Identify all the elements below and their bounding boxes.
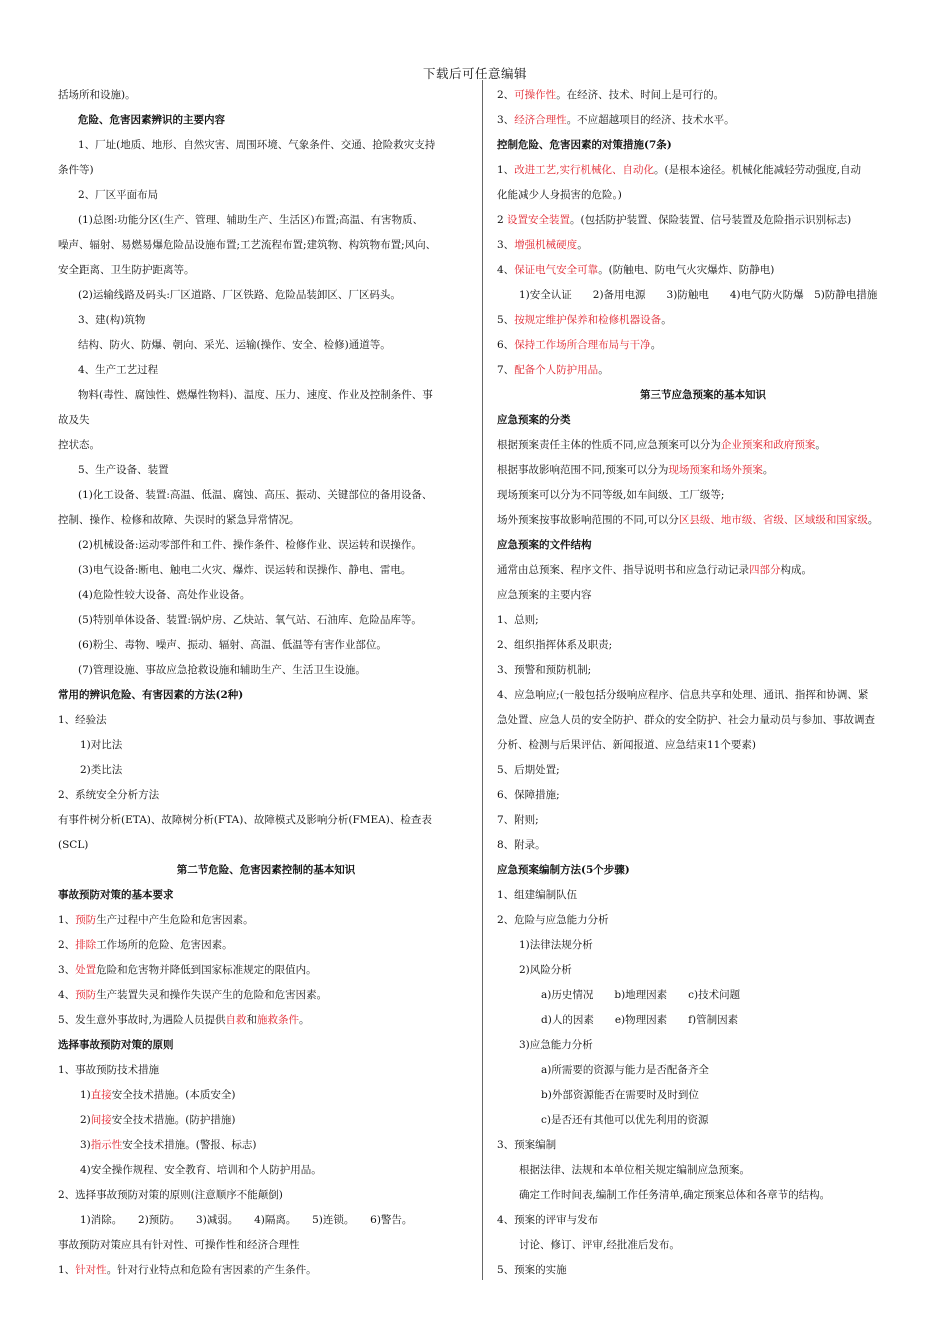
- highlighted-term: 处置: [75, 964, 97, 976]
- highlighted-term: 指示性: [90, 1139, 123, 1151]
- right-line: d)人的因素 e)物理因素 f)管制因素: [541, 1014, 739, 1026]
- right-line: 3、预案编制: [497, 1139, 557, 1151]
- left-line: (7)管理设施、事故应急抢救设施和辅助生产、生活卫生设施。: [78, 664, 366, 676]
- text-run: 3、: [497, 239, 515, 251]
- left-line: (2)机械设备:运动零部件和工件、操作条件、检修作业、误运转和误操作。: [78, 539, 422, 551]
- text-run: 。: [815, 439, 826, 451]
- right-line: [497, 333, 909, 358]
- text-run: 。: [650, 339, 662, 351]
- right-line: [497, 158, 909, 183]
- right-line: [497, 508, 909, 533]
- highlighted-term: 四部分: [749, 564, 781, 576]
- left-line: (2)运输线路及码头:厂区道路、厂区铁路、危险品装卸区、厂区码头。: [78, 289, 401, 301]
- highlighted-term: 设置安全装置: [507, 214, 571, 226]
- highlighted-term: 直接: [90, 1089, 112, 1101]
- right-line: b)外部资源能否在需要时及时到位: [541, 1089, 699, 1101]
- text-run: 1、: [58, 1264, 76, 1276]
- right-line: 2、组织指挥体系及职责;: [497, 639, 613, 651]
- right-line: [497, 458, 909, 483]
- highlighted-term: 增强机械硬度: [514, 239, 578, 251]
- text-run: 和: [246, 1014, 258, 1026]
- right-line: 1)安全认证 2)备用电源 3)防触电 4)电气防火防爆 5)防静电措施: [519, 289, 878, 301]
- right-heading: 控制危险、危害因素的对策措施(7条): [497, 139, 672, 151]
- right-line: 应急预案的主要内容: [497, 589, 592, 601]
- right-line: 1、组建编制队伍: [497, 889, 578, 901]
- right-line: 分析、检测与后果评估、新闻报道、应急结束11个要素): [497, 739, 756, 751]
- text-run: 2、: [58, 939, 76, 951]
- highlighted-term: 保持工作场所合理布局与干净: [514, 339, 651, 351]
- left-heading: 常用的辨识危险、有害因素的方法(2种): [58, 689, 244, 701]
- left-heading: 第二节危险、危害因素控制的基本知识: [176, 864, 356, 876]
- right-line: 6、保障措施;: [497, 789, 560, 801]
- highlighted-term: 预防: [75, 914, 97, 926]
- left-line: 控制、操作、检修和故障、失误时的紧急异常情况。: [58, 514, 300, 526]
- left-line: [58, 1133, 474, 1158]
- text-run: 1、: [58, 914, 76, 926]
- text-run: 生产过程中产生危险和危害因素。: [96, 914, 254, 926]
- left-line: 2、选择事故预防对策的原则(注意顺序不能颠倒): [58, 1189, 283, 1201]
- left-line: 2、系统安全分析方法: [58, 789, 160, 801]
- text-run: 7、: [497, 364, 515, 376]
- left-line: (3)电气设备:断电、触电二火灾、爆炸、误运转和误操作、静电、雷电。: [78, 564, 412, 576]
- text-run: 。: [661, 314, 672, 326]
- text-run: 生产装置失灵和操作失误产生的危险和危害因素。: [96, 989, 328, 1001]
- highlighted-term: 可操作性: [514, 89, 557, 101]
- right-line: [497, 108, 909, 133]
- left-line: (SCL): [58, 839, 89, 851]
- right-line: 1)法律法规分析: [519, 939, 593, 951]
- highlighted-term: 改进工艺,实行机械化、自动化: [514, 164, 655, 176]
- left-line: 故及失: [58, 414, 90, 426]
- right-line: [497, 308, 909, 333]
- text-run: 。: [762, 464, 774, 476]
- left-line: (5)特别单体设备、装置:锅炉房、乙炔站、氧气站、石油库、危险品库等。: [78, 614, 422, 626]
- text-run: 。: [299, 1014, 310, 1026]
- highlighted-term: 预防: [75, 989, 97, 1001]
- left-line: 噪声、辐射、易燃易爆危险品设施布置;工艺流程布置;建筑物、构筑物布置;风向、: [58, 239, 437, 251]
- right-line: 3)应急能力分析: [519, 1039, 593, 1051]
- text-run: 安全技术措施。(防护措施): [111, 1114, 236, 1126]
- text-run: 安全技术措施。(警报、标志): [122, 1139, 257, 1151]
- right-line: [497, 208, 909, 233]
- left-line: [58, 1258, 474, 1283]
- left-line: 结构、防火、防爆、朝向、采光、运输(操作、安全、检修)通道等。: [78, 339, 391, 351]
- right-line: [497, 258, 909, 283]
- highlighted-term: 排除: [75, 939, 97, 951]
- left-line: [58, 1083, 474, 1108]
- highlighted-term: 现场预案和场外预案: [668, 464, 763, 476]
- text-run: 通常由总预案、程序文件、指导说明书和应急行动记录: [497, 564, 749, 576]
- right-line: a)历史情况 b)地理因素 c)技术问题: [541, 989, 741, 1001]
- right-line: 根据法律、法规和本单位相关规定编制应急预案。: [519, 1164, 750, 1176]
- highlighted-term: 保证电气安全可靠: [514, 264, 599, 276]
- text-run: 。在经济、技术、时间上是可行的。: [556, 89, 725, 101]
- text-run: 。不应超越项目的经济、技术水平。: [566, 114, 735, 126]
- text-run: 5、发生意外事故时,为遇险人员提供: [58, 1014, 226, 1026]
- left-line: 5、生产设备、装置: [78, 464, 169, 476]
- left-line: 4、生产工艺过程: [78, 364, 159, 376]
- right-line: 5、后期处置;: [497, 764, 560, 776]
- right-line: c)是否还有其他可以优先利用的资源: [541, 1114, 709, 1126]
- right-line: [497, 433, 909, 458]
- right-line: 2、危险与应急能力分析: [497, 914, 609, 926]
- highlighted-term: 间接: [90, 1114, 112, 1126]
- text-run: 2、: [497, 89, 515, 101]
- text-run: 3、: [497, 114, 515, 126]
- text-run: 场外预案按事故影响范围的不同,可以分: [497, 514, 679, 526]
- text-run: 。(是根本途径。机械化能减轻劳动强度,自动: [654, 164, 861, 176]
- right-line: 1、总则;: [497, 614, 539, 626]
- left-line: 物料(毒性、腐蚀性、燃爆性物料)、温度、压力、速度、作业及控制条件、事: [78, 389, 433, 401]
- highlighted-term: 企业预案和政府预案: [720, 439, 816, 451]
- right-line: a)所需要的资源与能力是否配备齐全: [541, 1064, 709, 1076]
- left-line: 1、经验法: [58, 714, 107, 726]
- left-heading: 选择事故预防对策的原则: [58, 1039, 174, 1051]
- right-line: [497, 83, 909, 108]
- right-line: 现场预案可以分为不同等级,如车间级、工厂级等;: [497, 489, 725, 501]
- left-line: [58, 958, 474, 983]
- left-line: 1、厂址(地质、地形、自然灾害、周围环境、气象条件、交通、抢险救灾支持: [78, 139, 436, 151]
- left-heading: 事故预防对策的基本要求: [58, 889, 174, 901]
- left-line: 2、厂区平面布局: [78, 189, 159, 201]
- left-line: (1)化工设备、装置:高温、低温、腐蚀、高压、振动、关键部位的备用设备、: [78, 489, 433, 501]
- left-line: 1、事故预防技术措施: [58, 1064, 160, 1076]
- right-line: 7、附则;: [497, 814, 539, 826]
- highlighted-term: 施救条件: [257, 1014, 300, 1026]
- text-run: 1): [80, 1089, 91, 1101]
- text-run: 2: [497, 214, 508, 226]
- text-run: 。: [598, 364, 609, 376]
- highlighted-term: 按规定维护保养和检修机器设备: [514, 314, 662, 326]
- right-column: [497, 83, 909, 1283]
- highlighted-term: 自救: [225, 1014, 247, 1026]
- left-line: (4)危险性较大设备、高处作业设备。: [78, 589, 251, 601]
- right-line: [497, 558, 909, 583]
- text-run: 3): [80, 1139, 91, 1151]
- left-line: 事故预防对策应具有针对性、可操作性和经济合理性: [58, 1239, 300, 1251]
- right-line: 确定工作时间表,编制工作任务清单,确定预案总体和各章节的结构。: [519, 1189, 831, 1201]
- text-run: 1、: [497, 164, 515, 176]
- right-line: 4、应急响应;(一般包括分级响应程序、信息共享和处理、通讯、指挥和协调、紧: [497, 689, 869, 701]
- text-run: 5、: [497, 314, 515, 326]
- text-run: 构成。: [780, 564, 812, 576]
- right-line: 2)风险分析: [519, 964, 572, 976]
- column-divider: [482, 80, 483, 1280]
- left-line: 括场所和设施)。: [58, 89, 136, 101]
- right-line: 8、附录。: [497, 839, 546, 851]
- text-run: 。针对行业特点和危险有害因素的产生条件。: [106, 1264, 317, 1276]
- right-line: 4、预案的评审与发布: [497, 1214, 599, 1226]
- left-line: 1)消除。 2)预防。 3)减弱。 4)隔离。 5)连锁。 6)警告。: [80, 1214, 413, 1226]
- left-line: [58, 1108, 474, 1133]
- text-run: 。: [867, 514, 879, 526]
- left-line: [58, 1008, 474, 1033]
- highlighted-term: 区县级、地市级、省级、区域级和国家级: [678, 514, 868, 526]
- text-run: 。: [577, 239, 588, 251]
- text-run: 。(包括防护装置、保险装置、信号装置及危险指示识别标志): [570, 214, 852, 226]
- left-line: (1)总图:功能分区(生产、管理、辅助生产、生活区)布置;高温、有害物质、: [78, 214, 424, 226]
- text-run: 安全技术措施。(本质安全): [111, 1089, 236, 1101]
- left-line: 条件等): [58, 164, 94, 176]
- right-line: 3、预警和预防机制;: [497, 664, 592, 676]
- text-run: 4、: [497, 264, 515, 276]
- left-line: 3、建(构)筑物: [78, 314, 146, 326]
- left-line: 控状态。: [58, 439, 100, 451]
- left-line: 4)安全操作规程、安全教育、培训和个人防护用品。: [80, 1164, 322, 1176]
- page-header: 下载后可任意编辑: [422, 66, 527, 81]
- left-line: (6)粉尘、毒物、噪声、振动、辐射、高温、低温等有害作业部位。: [78, 639, 387, 651]
- text-run: 危险和危害物并降低到国家标准规定的限值内。: [96, 964, 317, 976]
- text-run: 2): [80, 1114, 91, 1126]
- right-line: [497, 233, 909, 258]
- text-run: 工作场所的危险、危害因素。: [96, 939, 233, 951]
- text-run: 6、: [497, 339, 515, 351]
- highlighted-term: 经济合理性: [514, 114, 567, 126]
- right-heading: 应急预案编制方法(5个步骤): [497, 864, 630, 876]
- right-line: 急处置、应急人员的安全防护、群众的安全防护、社会力量动员与参加、事故调查: [497, 714, 875, 726]
- left-heading: 危险、危害因素辨识的主要内容: [78, 114, 225, 126]
- right-heading: 第三节应急预案的基本知识: [640, 389, 766, 401]
- left-line: 1)对比法: [80, 739, 123, 751]
- left-column: [58, 83, 474, 1283]
- right-heading: 应急预案的分类: [497, 414, 571, 426]
- highlighted-term: 配备个人防护用品: [514, 364, 599, 376]
- right-line: 讨论、修订、评审,经批准后发布。: [519, 1239, 680, 1251]
- text-run: 4、: [58, 989, 76, 1001]
- text-run: 3、: [58, 964, 76, 976]
- right-heading: 应急预案的文件结构: [497, 539, 592, 551]
- text-run: 根据事故影响范围不同,预案可以分为: [497, 464, 669, 476]
- text-run: 。(防触电、防电气火灾爆炸、防静电): [598, 264, 775, 276]
- text-run: 根据预案责任主体的性质不同,应急预案可以分为: [497, 439, 721, 451]
- highlighted-term: 针对性: [75, 1264, 107, 1276]
- left-line: 2)类比法: [80, 764, 123, 776]
- left-line: 有事件树分析(ETA)、故障树分析(FTA)、故障模式及影响分析(FMEA)、检查表: [58, 814, 432, 826]
- left-line: [58, 908, 474, 933]
- left-line: [58, 983, 474, 1008]
- right-line: [497, 358, 909, 383]
- right-line: 5、预案的实施: [497, 1264, 567, 1276]
- left-line: 安全距离、卫生防护距离等。: [58, 264, 195, 276]
- left-line: [58, 933, 474, 958]
- right-line: 化能减少人身损害的危险。): [497, 189, 622, 201]
